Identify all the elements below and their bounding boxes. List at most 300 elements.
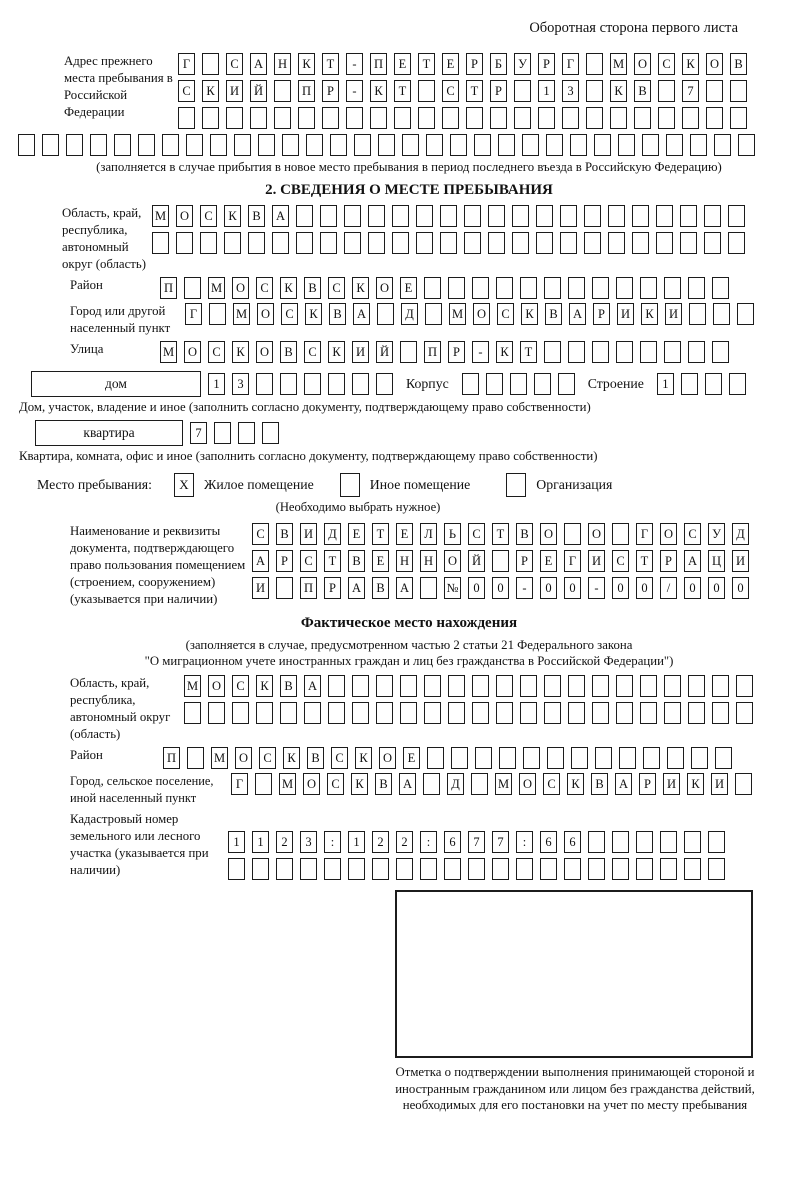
char-cell[interactable]: М [279,773,296,795]
char-cell[interactable] [392,205,409,227]
char-cell[interactable]: О [660,523,677,545]
char-cell[interactable] [400,675,417,697]
char-cell[interactable]: К [202,80,219,102]
char-cell[interactable] [640,675,657,697]
char-cell[interactable] [512,232,529,254]
char-cell[interactable] [262,422,279,444]
char-cell[interactable]: Д [732,523,749,545]
char-cell[interactable]: А [615,773,632,795]
char-cell[interactable] [632,205,649,227]
char-cell[interactable] [584,232,601,254]
char-cell[interactable]: К [610,80,627,102]
char-cell[interactable]: О [256,341,273,363]
char-cell[interactable]: Д [324,523,341,545]
char-cell[interactable] [492,858,509,880]
char-cell[interactable] [420,577,437,599]
char-cell[interactable] [394,107,411,129]
char-cell[interactable] [544,702,561,724]
char-cell[interactable] [547,747,564,769]
char-cell[interactable] [372,858,389,880]
char-cell[interactable] [90,134,107,156]
char-cell[interactable] [658,107,675,129]
char-cell[interactable]: Т [394,80,411,102]
char-cell[interactable]: О [379,747,396,769]
char-cell[interactable] [464,232,481,254]
char-cell[interactable]: У [708,523,725,545]
char-cell[interactable]: В [591,773,608,795]
char-cell[interactable] [656,232,673,254]
char-cell[interactable]: 3 [300,831,317,853]
char-cell[interactable]: Р [490,80,507,102]
char-cell[interactable] [512,205,529,227]
char-cell[interactable] [643,747,660,769]
char-cell[interactable] [712,702,729,724]
char-cell[interactable] [586,107,603,129]
char-cell[interactable] [540,858,557,880]
char-cell[interactable]: 0 [732,577,749,599]
char-cell[interactable] [730,80,747,102]
char-cell[interactable] [516,858,533,880]
char-cell[interactable] [498,134,515,156]
char-cell[interactable] [680,205,697,227]
char-cell[interactable]: К [496,341,513,363]
char-cell[interactable]: 0 [564,577,581,599]
char-cell[interactable] [224,232,241,254]
char-cell[interactable] [352,702,369,724]
char-cell[interactable] [300,858,317,880]
char-cell[interactable]: № [444,577,461,599]
stay-type-checkbox-organization[interactable] [506,473,526,497]
char-cell[interactable] [296,205,313,227]
char-cell[interactable]: И [711,773,728,795]
char-cell[interactable] [592,341,609,363]
char-cell[interactable]: О [376,277,393,299]
char-cell[interactable]: 2 [396,831,413,853]
char-cell[interactable]: - [516,577,533,599]
char-cell[interactable] [592,675,609,697]
char-cell[interactable]: К [280,277,297,299]
char-cell[interactable] [368,232,385,254]
char-cell[interactable]: 6 [564,831,581,853]
char-cell[interactable]: 1 [348,831,365,853]
char-cell[interactable] [691,747,708,769]
char-cell[interactable] [376,675,393,697]
char-cell[interactable] [712,341,729,363]
char-cell[interactable]: В [276,523,293,545]
char-cell[interactable] [564,858,581,880]
char-cell[interactable]: И [663,773,680,795]
char-cell[interactable] [499,747,516,769]
char-cell[interactable]: И [352,341,369,363]
char-cell[interactable] [738,134,755,156]
char-cell[interactable]: Р [448,341,465,363]
char-cell[interactable]: 6 [540,831,557,853]
char-cell[interactable] [250,107,267,129]
char-cell[interactable] [737,303,754,325]
char-cell[interactable] [320,232,337,254]
char-cell[interactable] [451,747,468,769]
char-cell[interactable]: В [348,550,365,572]
char-cell[interactable] [376,373,393,395]
char-cell[interactable]: М [610,53,627,75]
char-cell[interactable] [558,373,575,395]
char-cell[interactable] [712,675,729,697]
char-cell[interactable]: : [324,831,341,853]
char-cell[interactable] [346,107,363,129]
stay-type-checkbox-other[interactable] [340,473,360,497]
char-cell[interactable] [328,702,345,724]
char-cell[interactable] [186,134,203,156]
char-cell[interactable] [232,702,249,724]
char-cell[interactable]: С [327,773,344,795]
char-cell[interactable]: Т [492,523,509,545]
char-cell[interactable] [690,134,707,156]
char-cell[interactable] [322,107,339,129]
char-cell[interactable]: 0 [684,577,701,599]
char-cell[interactable]: В [280,675,297,697]
char-cell[interactable] [730,107,747,129]
char-cell[interactable] [448,277,465,299]
char-cell[interactable] [595,747,612,769]
char-cell[interactable]: М [160,341,177,363]
char-cell[interactable]: Р [322,80,339,102]
char-cell[interactable]: Т [324,550,341,572]
char-cell[interactable] [280,702,297,724]
char-cell[interactable] [560,205,577,227]
char-cell[interactable]: С [281,303,298,325]
char-cell[interactable] [570,134,587,156]
char-cell[interactable]: Е [403,747,420,769]
char-cell[interactable] [688,675,705,697]
char-cell[interactable]: О [257,303,274,325]
char-cell[interactable] [210,134,227,156]
char-cell[interactable] [684,831,701,853]
char-cell[interactable]: 7 [190,422,207,444]
char-cell[interactable] [392,232,409,254]
char-cell[interactable] [416,232,433,254]
char-cell[interactable]: И [617,303,634,325]
char-cell[interactable]: М [152,205,169,227]
char-cell[interactable]: К [641,303,658,325]
char-cell[interactable] [416,205,433,227]
char-cell[interactable] [370,107,387,129]
char-cell[interactable] [689,303,706,325]
char-cell[interactable] [238,422,255,444]
char-cell[interactable] [255,773,272,795]
char-cell[interactable]: 0 [612,577,629,599]
char-cell[interactable] [466,107,483,129]
char-cell[interactable] [510,373,527,395]
char-cell[interactable] [344,205,361,227]
char-cell[interactable] [162,134,179,156]
char-cell[interactable] [664,341,681,363]
char-cell[interactable] [592,702,609,724]
char-cell[interactable] [594,134,611,156]
char-cell[interactable] [612,858,629,880]
char-cell[interactable] [474,134,491,156]
char-cell[interactable] [368,205,385,227]
char-cell[interactable] [276,577,293,599]
char-cell[interactable] [544,675,561,697]
char-cell[interactable]: Г [636,523,653,545]
char-cell[interactable] [712,277,729,299]
char-cell[interactable]: Й [468,550,485,572]
char-cell[interactable] [18,134,35,156]
char-cell[interactable] [402,134,419,156]
char-cell[interactable] [610,107,627,129]
char-cell[interactable] [448,675,465,697]
char-cell[interactable] [377,303,394,325]
char-cell[interactable]: А [399,773,416,795]
char-cell[interactable] [418,107,435,129]
char-cell[interactable] [258,134,275,156]
char-cell[interactable]: О [235,747,252,769]
char-cell[interactable]: О [444,550,461,572]
char-cell[interactable]: К [328,341,345,363]
char-cell[interactable]: М [233,303,250,325]
char-cell[interactable] [568,702,585,724]
char-cell[interactable] [688,341,705,363]
char-cell[interactable]: / [660,577,677,599]
char-cell[interactable] [208,702,225,724]
char-cell[interactable] [450,134,467,156]
char-cell[interactable]: Т [372,523,389,545]
char-cell[interactable] [423,773,440,795]
char-cell[interactable] [304,373,321,395]
char-cell[interactable] [490,107,507,129]
char-cell[interactable]: Р [639,773,656,795]
char-cell[interactable] [187,747,204,769]
char-cell[interactable]: Е [372,550,389,572]
char-cell[interactable] [328,675,345,697]
char-cell[interactable] [714,134,731,156]
char-cell[interactable] [640,341,657,363]
char-cell[interactable]: - [472,341,489,363]
char-cell[interactable]: В [304,277,321,299]
char-cell[interactable] [636,858,653,880]
char-cell[interactable] [376,702,393,724]
char-cell[interactable] [538,107,555,129]
char-cell[interactable]: С [259,747,276,769]
char-cell[interactable] [640,277,657,299]
char-cell[interactable]: - [588,577,605,599]
char-cell[interactable]: С [256,277,273,299]
char-cell[interactable]: 0 [468,577,485,599]
char-cell[interactable]: П [160,277,177,299]
char-cell[interactable]: В [545,303,562,325]
char-cell[interactable] [178,107,195,129]
char-cell[interactable] [616,675,633,697]
char-cell[interactable]: С [200,205,217,227]
char-cell[interactable]: Г [178,53,195,75]
char-cell[interactable]: 1 [657,373,674,395]
char-cell[interactable] [472,675,489,697]
char-cell[interactable]: К [521,303,538,325]
char-cell[interactable] [612,523,629,545]
char-cell[interactable]: К [687,773,704,795]
char-cell[interactable] [306,134,323,156]
char-cell[interactable]: К [370,80,387,102]
char-cell[interactable] [488,232,505,254]
char-cell[interactable]: И [300,523,317,545]
char-cell[interactable] [584,205,601,227]
char-cell[interactable]: Й [250,80,267,102]
char-cell[interactable]: 1 [252,831,269,853]
char-cell[interactable]: А [304,675,321,697]
char-cell[interactable]: 7 [682,80,699,102]
char-cell[interactable] [666,134,683,156]
char-cell[interactable]: С [232,675,249,697]
char-cell[interactable] [546,134,563,156]
char-cell[interactable] [619,747,636,769]
char-cell[interactable]: 2 [276,831,293,853]
char-cell[interactable]: Н [274,53,291,75]
char-cell[interactable]: А [272,205,289,227]
char-cell[interactable]: К [682,53,699,75]
char-cell[interactable] [304,702,321,724]
char-cell[interactable]: Н [420,550,437,572]
char-cell[interactable]: В [634,80,651,102]
char-cell[interactable]: С [684,523,701,545]
char-cell[interactable]: У [514,53,531,75]
char-cell[interactable] [248,232,265,254]
char-cell[interactable] [424,277,441,299]
char-cell[interactable]: Т [322,53,339,75]
char-cell[interactable] [571,747,588,769]
char-cell[interactable] [462,373,479,395]
char-cell[interactable] [684,858,701,880]
char-cell[interactable] [534,373,551,395]
char-cell[interactable] [418,80,435,102]
char-cell[interactable]: А [252,550,269,572]
char-cell[interactable] [202,107,219,129]
char-cell[interactable] [568,341,585,363]
char-cell[interactable]: 6 [444,831,461,853]
char-cell[interactable]: С [658,53,675,75]
char-cell[interactable]: П [298,80,315,102]
char-cell[interactable] [209,303,226,325]
char-cell[interactable] [488,205,505,227]
char-cell[interactable]: К [256,675,273,697]
char-cell[interactable] [354,134,371,156]
char-cell[interactable]: И [732,550,749,572]
char-cell[interactable]: М [495,773,512,795]
char-cell[interactable]: Р [538,53,555,75]
stay-type-checkbox-residential[interactable]: X [174,473,194,497]
char-cell[interactable]: С [543,773,560,795]
char-cell[interactable] [642,134,659,156]
char-cell[interactable]: К [283,747,300,769]
char-cell[interactable] [400,702,417,724]
char-cell[interactable]: И [252,577,269,599]
char-cell[interactable] [634,107,651,129]
char-cell[interactable]: О [519,773,536,795]
char-cell[interactable] [544,277,561,299]
char-cell[interactable] [715,747,732,769]
char-cell[interactable] [492,550,509,572]
char-cell[interactable] [200,232,217,254]
char-cell[interactable]: С [328,277,345,299]
char-cell[interactable]: 1 [208,373,225,395]
char-cell[interactable]: В [730,53,747,75]
char-cell[interactable]: С [442,80,459,102]
char-cell[interactable] [688,702,705,724]
char-cell[interactable]: С [208,341,225,363]
char-cell[interactable] [705,373,722,395]
char-cell[interactable]: М [184,675,201,697]
char-cell[interactable] [523,747,540,769]
char-cell[interactable]: 2 [372,831,389,853]
char-cell[interactable]: Г [564,550,581,572]
char-cell[interactable]: Б [490,53,507,75]
char-cell[interactable]: 3 [232,373,249,395]
char-cell[interactable]: 1 [538,80,555,102]
char-cell[interactable] [708,858,725,880]
char-cell[interactable] [348,858,365,880]
char-cell[interactable] [522,134,539,156]
char-cell[interactable] [184,702,201,724]
char-cell[interactable]: П [370,53,387,75]
char-cell[interactable]: О [634,53,651,75]
char-cell[interactable]: А [396,577,413,599]
char-cell[interactable]: С [612,550,629,572]
char-cell[interactable] [608,205,625,227]
char-cell[interactable]: 7 [468,831,485,853]
char-cell[interactable]: О [706,53,723,75]
char-cell[interactable] [496,675,513,697]
char-cell[interactable]: 7 [492,831,509,853]
char-cell[interactable] [252,858,269,880]
char-cell[interactable]: А [684,550,701,572]
char-cell[interactable]: Р [516,550,533,572]
char-cell[interactable]: В [372,577,389,599]
char-cell[interactable] [680,232,697,254]
char-cell[interactable]: Ц [708,550,725,572]
char-cell[interactable] [514,80,531,102]
char-cell[interactable] [352,373,369,395]
char-cell[interactable]: В [516,523,533,545]
char-cell[interactable]: Р [660,550,677,572]
char-cell[interactable]: К [351,773,368,795]
char-cell[interactable]: К [355,747,372,769]
char-cell[interactable] [228,858,245,880]
char-cell[interactable] [152,232,169,254]
char-cell[interactable]: 0 [540,577,557,599]
char-cell[interactable]: Е [400,277,417,299]
char-cell[interactable] [520,702,537,724]
char-cell[interactable] [667,747,684,769]
char-cell[interactable]: О [588,523,605,545]
char-cell[interactable]: С [304,341,321,363]
char-cell[interactable]: А [348,577,365,599]
char-cell[interactable] [536,232,553,254]
char-cell[interactable] [214,422,231,444]
char-cell[interactable] [616,702,633,724]
char-cell[interactable]: С [226,53,243,75]
char-cell[interactable]: К [224,205,241,227]
char-cell[interactable] [586,53,603,75]
char-cell[interactable] [564,523,581,545]
char-cell[interactable] [274,80,291,102]
char-cell[interactable] [471,773,488,795]
char-cell[interactable] [496,277,513,299]
char-cell[interactable] [713,303,730,325]
char-cell[interactable] [486,373,503,395]
char-cell[interactable] [440,232,457,254]
char-cell[interactable]: - [346,80,363,102]
char-cell[interactable] [660,831,677,853]
char-cell[interactable]: Е [348,523,365,545]
